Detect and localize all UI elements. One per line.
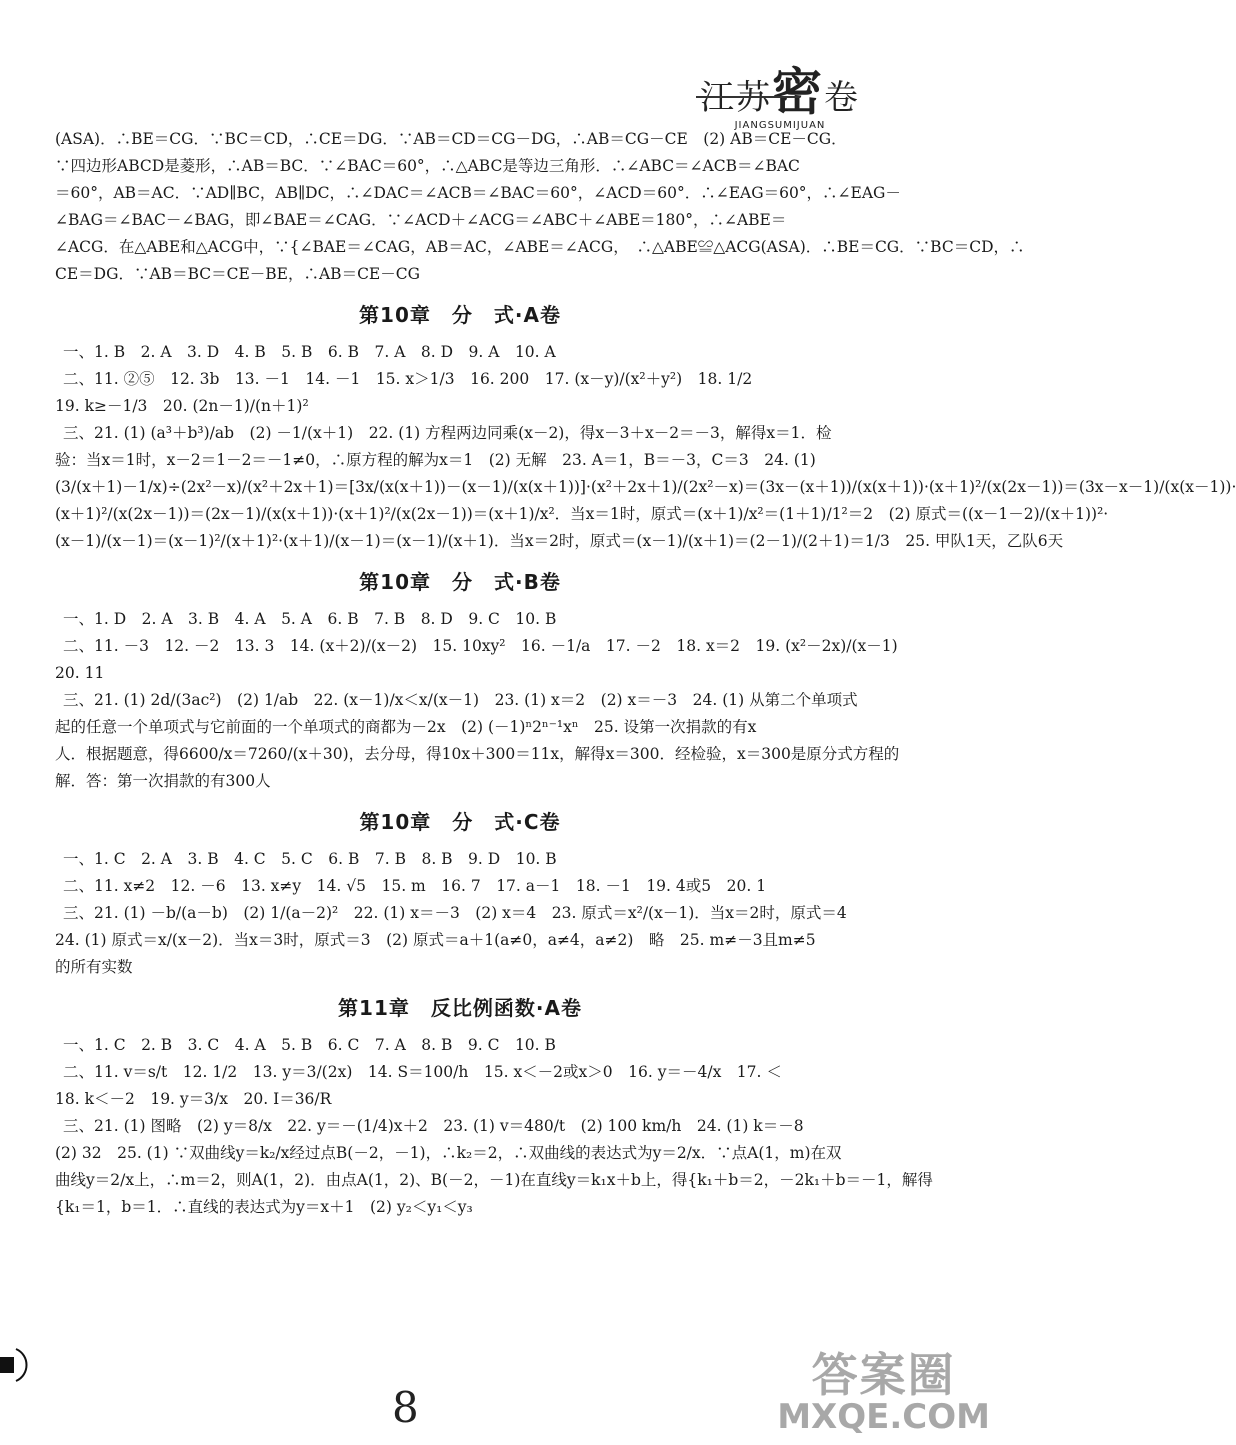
- brand-title: [700, 52, 860, 124]
- section-body: [55, 1032, 933, 1221]
- answer-line: 一、1. D 2. A 3. B 4. A 5. A 6. B 7. B 8. D 9. C 10. B: [63, 610, 557, 628]
- answer-line: 二、11. －3 12. －2 13. 3 14. (x＋2)/(x－2) 15. 10xy² 16. －1/a 17. －2 18. x＝2 19. (x²－2x)/(x－1): [63, 637, 898, 655]
- page-corner-mark: [0, 1345, 30, 1385]
- brand-pinyin: JIANGSUMIJUAN: [734, 120, 826, 131]
- intro-line: (ASA)．∴BE＝CG．∵BC＝CD，∴CE＝DG．∵AB＝CD＝CG－DG，∴AB＝CG－CE (2) AB＝CE－CG．: [55, 130, 847, 148]
- answer-line: 人．根据题意，得6600/x＝7260/(x＋30)，去分母，得10x＋300＝11x，解得x＝300．经检验，x＝300是原分式方程的: [55, 745, 900, 763]
- answer-line: 19. k≥－1/3 20. (2n－1)/(n＋1)²: [55, 397, 309, 415]
- answer-line: 一、1. C 2. B 3. C 4. A 5. B 6. C 7. A 8. B 9. C 10. B: [63, 1036, 556, 1054]
- answer-line: 验：当x＝1时，x－2＝1－2＝－1≠0，∴原方程的解为x＝1 (2) 无解 23. A＝1，B＝－3，C＝3 24. (1): [55, 451, 816, 469]
- answer-line: 一、1. B 2. A 3. D 4. B 5. B 6. B 7. A 8. D 9. A 10. A: [63, 343, 556, 361]
- answer-content: [55, 126, 1236, 1221]
- section-body: [55, 846, 865, 981]
- section-body: [55, 606, 900, 795]
- brand-logo: [700, 52, 860, 131]
- brand-underline: [696, 96, 800, 98]
- intro-line: CE＝DG．∵AB＝BC＝CE－BE，∴AB＝CE－CG: [55, 265, 420, 283]
- answer-line: 起的任意一个单项式与它前面的一个单项式的商都为－2x (2) (－1)ⁿ2ⁿ⁻¹xⁿ 25. 设第一次捐款的有x: [55, 718, 757, 736]
- answer-line: 的所有实数: [55, 958, 133, 976]
- brand-title-part: 江苏: [700, 78, 772, 118]
- answer-line: 三、21. (1) 图略 (2) y＝8/x 22. y＝－(1/4)x＋2 23. (1) v＝480/t (2) 100 km/h 24. (1) k＝－8: [63, 1117, 804, 1135]
- brand-title-big: 密: [772, 63, 824, 121]
- brand-title-part: 卷: [824, 78, 860, 118]
- chapter-title: 第11章 反比例函数·A卷: [338, 996, 582, 1020]
- watermark-cn: 答案圈: [811, 1348, 956, 1402]
- intro-line: ∵四边形ABCD是菱形，∴AB＝BC．∵∠BAC＝60°，∴△ABC是等边三角形．∴∠ABC＝∠ACB＝∠BAC: [55, 157, 800, 175]
- watermark-en: MXQE.COM: [777, 1397, 990, 1437]
- answer-line: 解．答：第一次捐款的有300人: [55, 772, 271, 790]
- answer-line: (x＋1)²/(x(2x－1))＝(2x－1)/(x(x＋1))·(x＋1)²/(x(2x－1))＝(x＋1)/x²．当x＝1时，原式＝(x＋1)/x²＝(1＋1)/1²＝2 (2) 原式＝((x－1－2)/(x＋1))²·: [55, 505, 1109, 523]
- intro-line: ∠BAG＝∠BAC－∠BAG，即∠BAE＝∠CAG．∵∠ACD＋∠ACG＝∠ABC＋∠ABE＝180°，∴∠ABE＝: [55, 211, 787, 229]
- page-number: 8: [392, 1383, 419, 1432]
- section-body: [55, 339, 1236, 555]
- answer-line: 二、11. v＝s/t 12. 1/2 13. y＝3/(2x) 14. S＝100/h 15. x＜－2或x＞0 16. y＝－4/x 17. ＜: [63, 1063, 782, 1081]
- answer-line: 20. 11: [55, 664, 105, 682]
- answer-line: 18. k＜－2 19. y＝3/x 20. I＝36/R: [55, 1090, 332, 1108]
- answer-line: 二、11. x≠2 12. －6 13. x≠y 14. √5 15. m 16. 7 17. a－1 18. －1 19. 4或5 20. 1: [63, 877, 767, 895]
- intro-block: [55, 126, 1025, 288]
- answer-line: 24. (1) 原式＝x/(x－2)．当x＝3时，原式＝3 (2) 原式＝a＋1(a≠0，a≠4，a≠2) 略 25. m≠－3且m≠5: [55, 931, 816, 949]
- answer-line: 三、21. (1) 2d/(3ac²) (2) 1/ab 22. (x－1)/x＜x/(x－1) 23. (1) x＝2 (2) x＝－3 24. (1) 从第二个单项式: [63, 691, 858, 709]
- answer-line: 三、21. (1) －b/(a－b) (2) 1/(a－2)² 22. (1) x＝－3 (2) x＝4 23. 原式＝x²/(x－1)．当x＝2时，原式＝4: [63, 904, 847, 922]
- chapter-title: 第10章 分 式·C卷: [359, 810, 561, 834]
- chapter-title: 第10章 分 式·A卷: [359, 303, 561, 327]
- answer-line: 曲线y＝2/x上，∴m＝2，则A(1，2)．由点A(1，2)、B(－2，－1)在直线y＝k₁x＋b上，得{k₁＋b＝2，－2k₁＋b＝－1，解得: [55, 1171, 933, 1189]
- answer-line: (x－1)/(x－1)＝(x－1)²/(x＋1)²·(x＋1)/(x－1)＝(x－1)/(x＋1)．当x＝2时，原式＝(x－1)/(x＋1)＝(2－1)/(2＋1)＝1/3 25. 甲队1天，乙队6天: [55, 532, 1064, 550]
- answer-line: (2) 32 25. (1) ∵双曲线y＝k₂/x经过点B(－2，－1)，∴k₂＝2，∴双曲线的表达式为y＝2/x．∵点A(1，m)在双: [55, 1144, 842, 1162]
- watermark: [777, 1339, 990, 1437]
- intro-line: ＝60°，AB＝AC．∵AD∥BC，AB∥DC，∴∠DAC＝∠ACB＝∠BAC＝60°，∠ACD＝60°．∴∠EAG＝60°，∴∠EAG－: [55, 184, 901, 202]
- answer-line: 二、11. ②⑤ 12. 3b 13. －1 14. －1 15. x＞1/3 16. 200 17. (x－y)/(x²＋y²) 18. 1/2: [63, 370, 753, 388]
- intro-line: ∠ACG．在△ABE和△ACG中，∵{∠BAE＝∠CAG，AB＝AC，∠ABE＝∠ACG， ∴△ABE≌△ACG(ASA)．∴BE＝CG．∵BC＝CD，∴: [55, 238, 1025, 256]
- answer-line: 三、21. (1) (a³＋b³)/ab (2) －1/(x＋1) 22. (1) 方程两边同乘(x－2)，得x－3＋x－2＝－3，解得x＝1．检: [63, 424, 832, 442]
- answer-line: 一、1. C 2. A 3. B 4. C 5. C 6. B 7. B 8. B 9. D 10. B: [63, 850, 557, 868]
- chapter-title: 第10章 分 式·B卷: [359, 570, 561, 594]
- answer-line: (3/(x＋1)－1/x)÷(2x²－x)/(x²＋2x＋1)＝[3x/(x(x＋1))－(x－1)/(x(x＋1))]·(x²＋2x＋1)/(2x²－x)＝(3x－(x＋1))/(x(x＋1))·(x＋1)²/(x(2x－1))＝(3x－x－1)/(x(x－1))·: [55, 478, 1236, 496]
- answer-line: {k₁＝1，b＝1．∴直线的表达式为y＝x＋1 (2) y₂＜y₁＜y₃: [55, 1198, 473, 1216]
